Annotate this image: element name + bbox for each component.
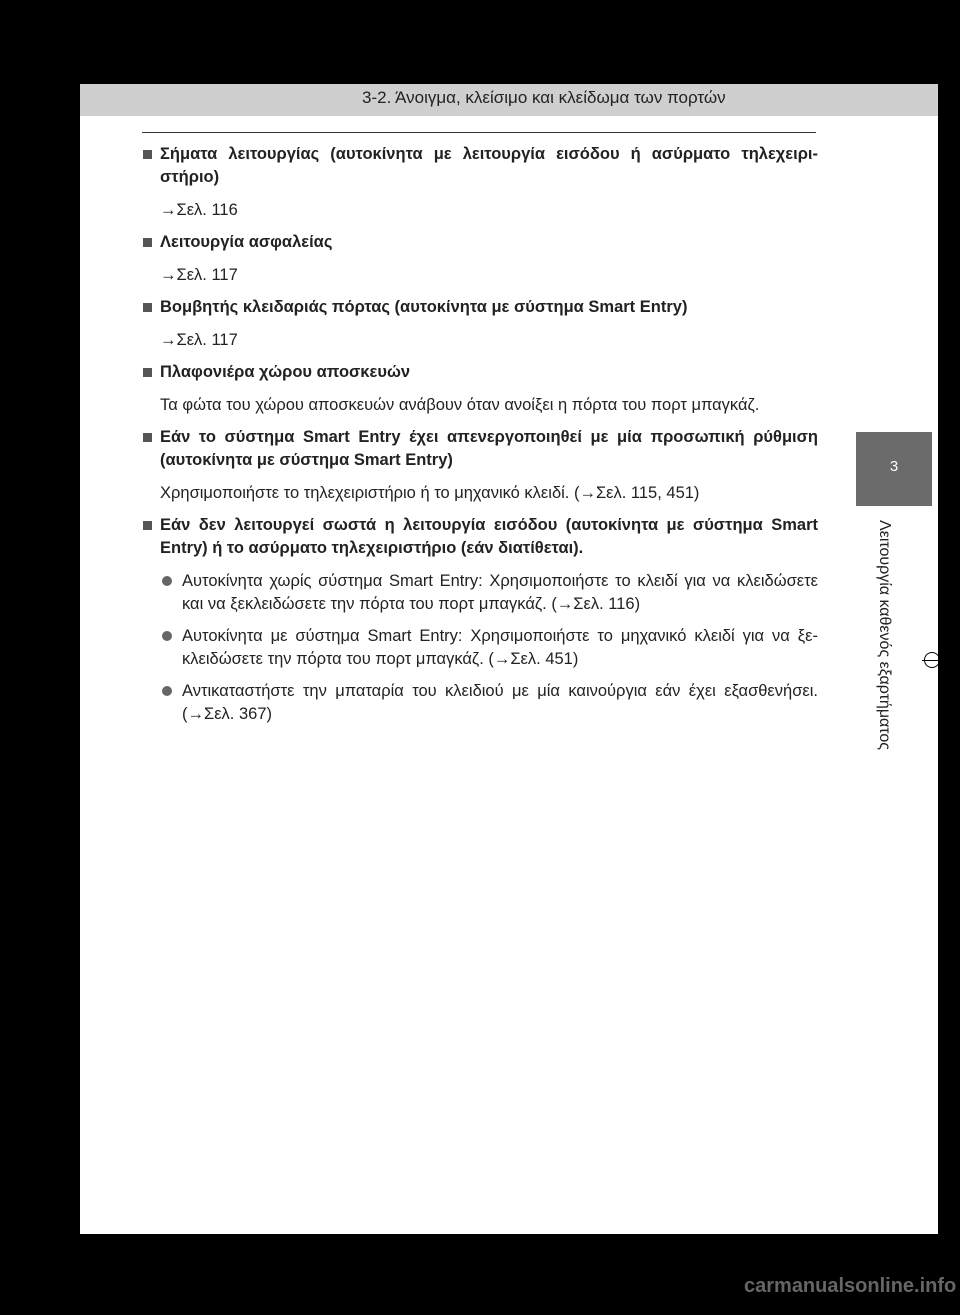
- round-bullet-icon: [162, 631, 172, 641]
- crop-mark: [938, 1185, 940, 1235]
- round-bullet-icon: [162, 576, 172, 586]
- registration-mark-icon: [924, 652, 940, 668]
- watermark: carmanualsonline.info: [744, 1275, 957, 1297]
- chapter-tab: [856, 432, 932, 506]
- section-text: →Σελ. 117: [160, 331, 238, 349]
- section-heading: Εάν το σύστημα Smart Entry έχει απενεργοποιηθεί με μία προσωπική ρύθμιση (αυτοκίνητα με σύστημα Smart Entry): [142, 426, 818, 472]
- header-title: 3-2. Άνοιγμα, κλείσιμο και κλείδωμα των πορτών: [362, 88, 726, 107]
- section-text: →Σελ. 116: [160, 201, 238, 219]
- bullet-item: Αυτοκίνητα με σύστημα Smart Entry: Χρησιμοποιήστε το μηχανικό κλειδί για να ξε-κλειδώσετε την πόρτα του πορτ μπαγκάζ. (→Σελ. 451): [142, 625, 818, 671]
- square-bullet-icon: [143, 303, 152, 312]
- section-text: Τα φώτα του χώρου αποσκευών ανάβουν όταν ανοίξει η πόρτα του πορτ μπαγκάζ.: [160, 396, 760, 414]
- square-bullet-icon: [143, 150, 152, 159]
- crop-mark: [938, 84, 940, 130]
- page-header: [80, 84, 938, 116]
- square-bullet-icon: [143, 238, 152, 247]
- square-bullet-icon: [143, 368, 152, 377]
- section-heading: Σήματα λειτουργίας (αυτοκίνητα με λειτουργία εισόδου ή ασύρματο τηλεχειρι-στήριο): [142, 143, 818, 189]
- square-bullet-icon: [143, 521, 152, 530]
- square-bullet-icon: [143, 433, 152, 442]
- chapter-label: Λειτουργία καθενός εξαρτήματος: [876, 520, 893, 750]
- chapter-number: 3: [889, 458, 899, 475]
- section-text: →Σελ. 117: [160, 266, 238, 284]
- bullet-item: Αντικαταστήστε την μπαταρία του κλειδιού με μία καινούργια εάν έχει εξασθενήσει. (→Σελ. 367): [142, 680, 818, 726]
- section-heading: Βομβητής κλειδαριάς πόρτας (αυτοκίνητα με σύστημα Smart Entry): [142, 296, 818, 319]
- divider: [142, 132, 816, 133]
- bullet-item: Αυτοκίνητα χωρίς σύστημα Smart Entry: Χρησιμοποιήστε το κλειδί για να κλειδώσετε και να ξεκλειδώσετε την πόρτα του πορτ μπαγκάζ. (→Σελ. 116): [142, 570, 818, 616]
- section-heading: Λειτουργία ασφαλείας: [142, 231, 818, 254]
- section-heading: Εάν δεν λειτουργεί σωστά η λειτουργία εισόδου (αυτοκίνητα με σύστημα Smart Entry) ή το ασύρματο τηλεχειριστήριο (εάν διατίθεται).: [142, 514, 818, 560]
- round-bullet-icon: [162, 686, 172, 696]
- section-text: Χρησιμοποιήστε το τηλεχειριστήριο ή το μηχανικό κλειδί. (→Σελ. 115, 451): [160, 484, 700, 502]
- main-content: [142, 143, 818, 735]
- section-heading: Πλαφονιέρα χώρου αποσκευών: [142, 361, 818, 384]
